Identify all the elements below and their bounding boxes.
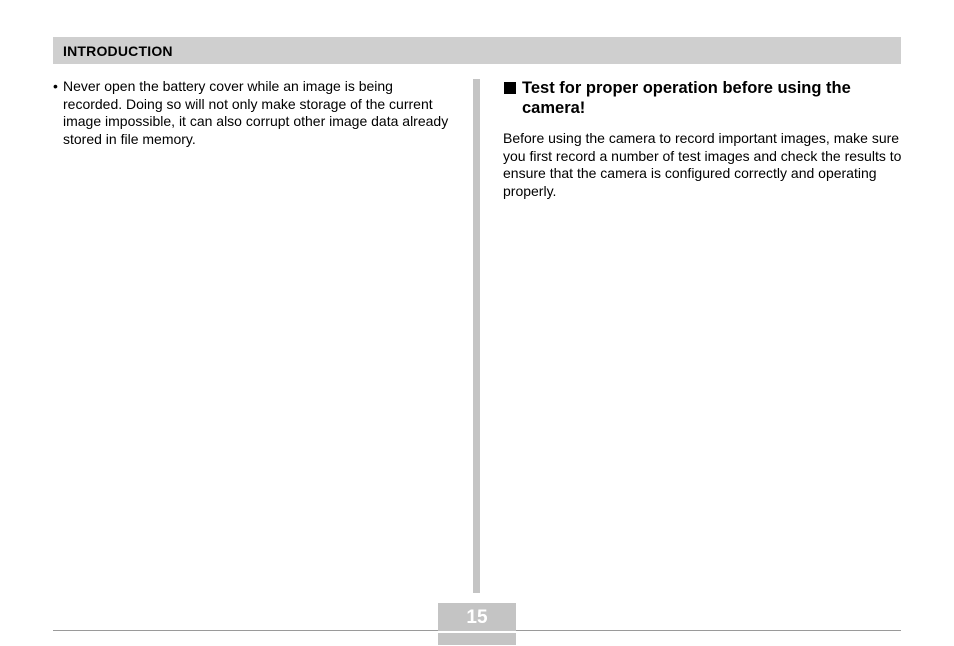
- page-number-tab: [438, 603, 516, 645]
- page-number: 15: [466, 607, 488, 628]
- bullet-icon: •: [53, 78, 58, 94]
- section-title: INTRODUCTION: [63, 43, 173, 59]
- section-body: Before using the camera to record important images, make sure you first record a number of test images and check the results to ensure that the camera is configured correctly and operating properly.: [503, 130, 902, 199]
- bullet-item: [53, 78, 453, 148]
- black-square-icon: [504, 82, 516, 94]
- left-column: [53, 78, 453, 148]
- section-header-bar: [53, 37, 901, 64]
- page-tab-stripe: [438, 631, 516, 633]
- section-heading-text: Test for proper operation before using the camera!: [522, 79, 851, 117]
- bullet-text: Never open the battery cover while an image is being recorded. Doing so will not only make storage of the current image impossible, it can also corrupt other image data already stored in file memory.: [63, 78, 449, 147]
- right-column: [503, 78, 903, 200]
- column-divider: [473, 79, 480, 593]
- section-heading: [503, 78, 903, 118]
